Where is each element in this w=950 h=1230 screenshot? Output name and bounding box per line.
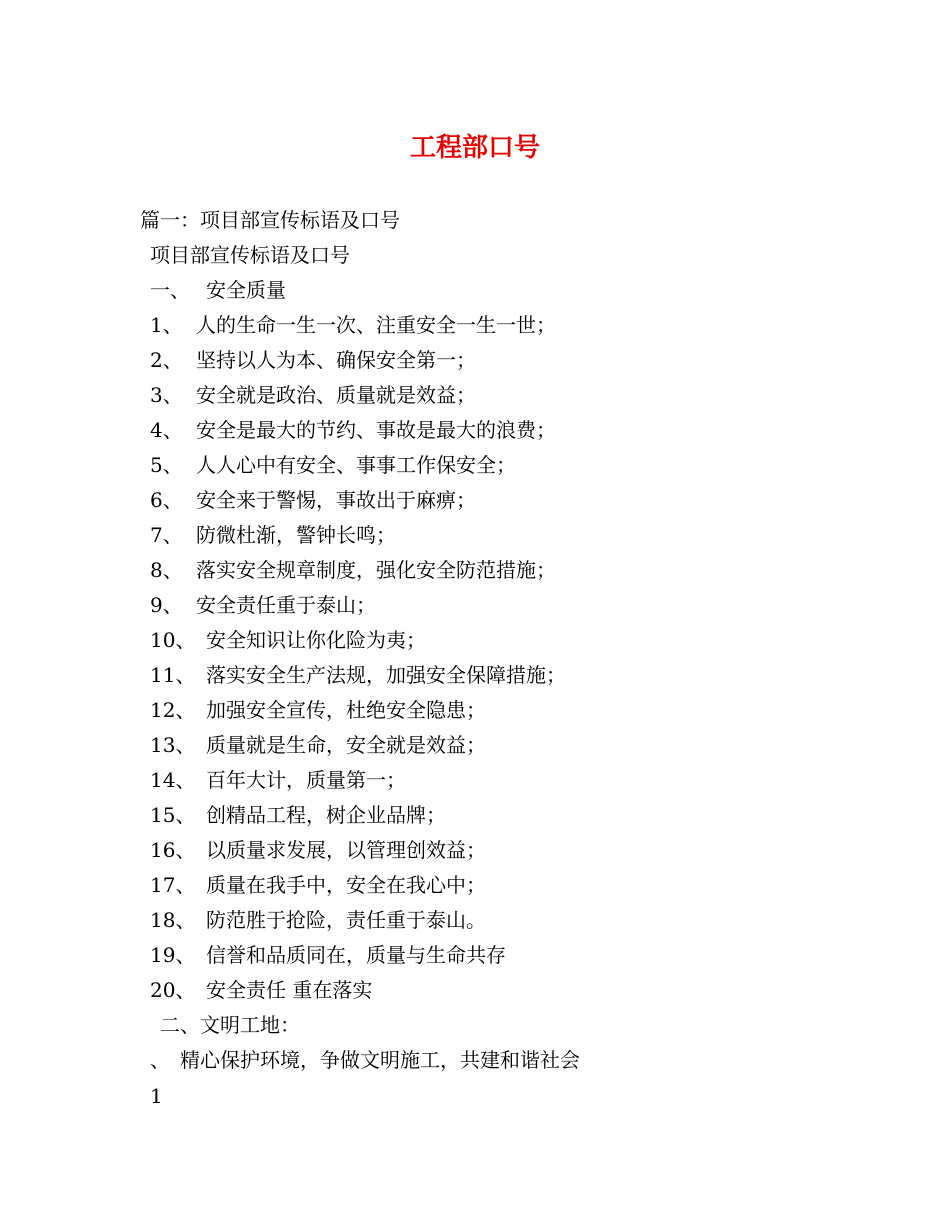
document-title: 工程部口号 [409,133,540,163]
section-heading-safety-quality [150,276,286,304]
item-number: 7、 [150,523,183,547]
section-title: 安全质量 [206,278,286,302]
item-text: 安全责任 重在落实 [206,978,373,1002]
list-item [150,661,566,689]
item-text: 以质量求发展，以管理创效益； [206,838,486,862]
item-number: 18、 [150,908,196,932]
item-number: 19、 [150,943,196,967]
item-text: 安全来于警惕，事故出于麻痹； [196,488,476,512]
item-number: 17、 [150,873,196,897]
section-number: 一、 [150,278,190,302]
item-text: 加强安全宣传，杜绝安全隐患； [206,698,486,722]
item-text: 人人心中有安全、事事工作保安全； [196,453,516,477]
item-text: 质量就是生命，安全就是效益； [206,733,486,757]
list-item [150,906,486,934]
list-item [150,696,486,724]
subheading: 项目部宣传标语及口号 [150,243,350,267]
list-item [150,451,516,479]
item-number: 1、 [150,313,183,337]
list-item [150,836,486,864]
item-text: 防范胜于抢险，责任重于泰山。 [206,908,486,932]
item-text: 安全是最大的节约、事故是最大的浪费； [196,418,556,442]
item-number: 8、 [150,558,183,582]
list-item [150,486,476,514]
item-text: 安全就是政治、质量就是效益； [196,383,476,407]
item-number: 15、 [150,803,196,827]
list-item [150,381,476,409]
chapter-heading: 篇一：项目部宣传标语及口号 [140,208,400,232]
item-number: 、 [150,1048,170,1072]
item-text: 人的生命一生一次、注重安全一生一世； [196,313,556,337]
item-number: 3、 [150,383,183,407]
item-number: 11、 [150,663,196,687]
item-text: 精心保护环境，争做文明施工，共建和谐社会 [180,1048,580,1072]
item-text: 安全知识让你化险为夷； [206,628,426,652]
item-text: 创精品工程，树企业品牌； [206,803,446,827]
item-text: 落实安全生产法规，加强安全保障措施； [206,663,566,687]
item-text: 百年大计，质量第一； [206,768,406,792]
item-number: 2、 [150,348,183,372]
item-number: 16、 [150,838,196,862]
list-item [150,766,406,794]
page-number: 1 [150,1084,163,1108]
item-number: 13、 [150,733,196,757]
list-item [150,416,556,444]
item-number: 10、 [150,628,196,652]
item-number: 6、 [150,488,183,512]
list-item [150,346,476,374]
list-item [150,591,376,619]
list-item [150,976,372,1004]
item-number: 14、 [150,768,196,792]
list-item [150,871,486,899]
item-number: 4、 [150,418,183,442]
list-item [150,801,446,829]
list-item [150,626,426,654]
list-item [150,311,556,339]
item-text: 落实安全规章制度，强化安全防范措施； [196,558,556,582]
item-text: 信誉和品质同在，质量与生命共存 [206,943,506,967]
item-text: 坚持以人为本、确保安全第一； [196,348,476,372]
item-number: 5、 [150,453,183,477]
item-text: 质量在我手中，安全在我心中； [206,873,486,897]
item-number: 9、 [150,593,183,617]
item-number: 12、 [150,698,196,722]
item-number: 20、 [150,978,196,1002]
list-item [150,1046,580,1074]
item-text: 安全责任重于泰山； [196,593,376,617]
list-item [150,521,396,549]
list-item [150,556,556,584]
list-item [150,731,486,759]
list-item [150,941,506,969]
item-text: 防微杜渐，警钟长鸣； [196,523,396,547]
section-heading-civilized-site: 二、文明工地： [160,1013,300,1037]
